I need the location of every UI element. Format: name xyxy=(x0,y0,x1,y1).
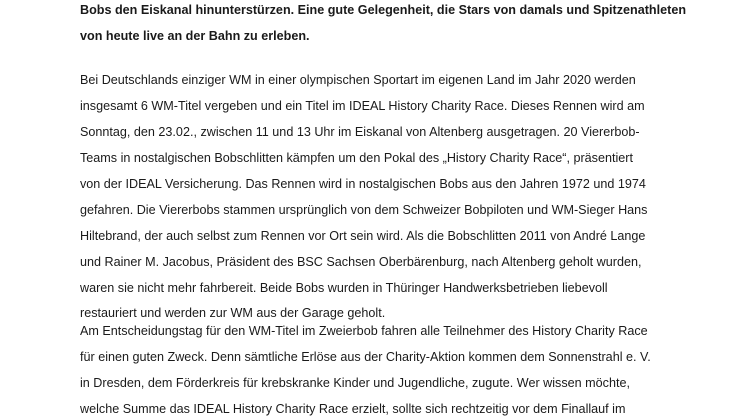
body-line: insgesamt 6 WM-Titel vergeben und ein Titel im IDEAL History Charity Race. Dieses Rennen wird am xyxy=(80,99,645,113)
body-line: Sonntag, den 23.02., zwischen 11 und 13 Uhr im Eiskanal von Altenberg ausgetragen. 20 Viererbob- xyxy=(80,125,640,139)
body-line: Teams in nostalgischen Bobschlitten kämpfen um den Pokal des „History Charity Race“, präsentiert xyxy=(80,151,633,165)
body-line: für einen guten Zweck. Denn sämtliche Erlöse aus der Charity-Aktion kommen dem Sonnenstrahl e. V. xyxy=(80,350,651,364)
body-line: Am Entscheidungstag für den WM-Titel im Zweierbob fahren alle Teilnehmer des History Charity Race xyxy=(80,324,648,338)
intro-line: Bobs den Eiskanal hinunterstürzen. Eine gute Gelegenheit, die Stars von damals und Spitzenathleten xyxy=(80,3,687,17)
body-line: Bei Deutschlands einziger WM in einer olympischen Sportart im eigenen Land im Jahr 2020 werden xyxy=(80,73,636,87)
body-line: restauriert und werden zur WM aus der Garage geholt. xyxy=(80,306,386,320)
body-line: und Rainer M. Jacobus, Präsident des BSC Sachsen Oberbärenburg, nach Altenberg geholt wurden, xyxy=(80,255,642,269)
body-line: von der IDEAL Versicherung. Das Rennen wird in nostalgischen Bobs aus den Jahren 1972 und 1974 xyxy=(80,177,646,191)
intro-line: von heute live an der Bahn zu erleben. xyxy=(80,29,310,43)
body-line: welche Summe das IDEAL History Charity Race erzielt, sollte sich rechtzeitig vor dem Finallauf im xyxy=(80,402,626,416)
body-line: Hiltebrand, der auch selbst zum Rennen vor Ort sein wird. Als die Bobschlitten 2011 von André Lange xyxy=(80,229,646,243)
body-line: gefahren. Die Viererbobs stammen ursprünglich von dem Schweizer Bobpiloten und WM-Sieger Hans xyxy=(80,203,648,217)
body-line: in Dresden, dem Förderkreis für krebskranke Kinder und Jugendliche, zugute. Wer wissen möchte, xyxy=(80,376,630,390)
body-line: waren sie nicht mehr fahrbereit. Beide Bobs wurden in Thüringer Handwerksbetrieben liebevoll xyxy=(80,281,608,295)
